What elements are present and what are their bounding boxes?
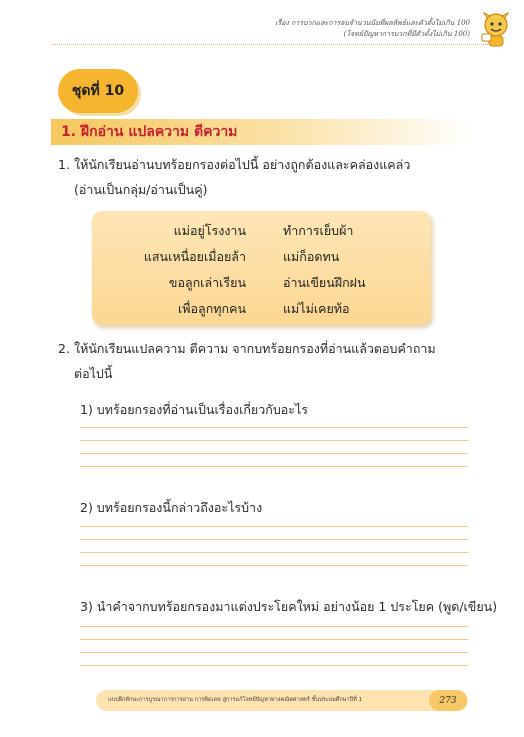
footer-text: แบบฝึกทักษะการบูรณาการการอ่าน การคิดเลข สู่การแก้โจทย์ปัญหาทางคณิตศาสตร์ ชั้นประถมศึกษาปีที่ 1	[108, 697, 363, 703]
poem-line: แม่ก็อดทน	[283, 249, 340, 264]
answer-lines-1[interactable]	[80, 427, 468, 479]
subquestion-2: 2) บทร้อยกรองนี้กล่าวถึงอะไรบ้าง	[80, 500, 263, 515]
answer-line[interactable]	[80, 526, 468, 527]
poem-line: ขอลูกเล่าเรียน	[168, 275, 246, 290]
header-line-1: เรื่อง การบวกและการลบจำนวนนับที่ผลลัพธ์และตัวตั้งไม่เกิน 100	[275, 19, 470, 27]
answer-lines-2[interactable]	[80, 526, 468, 578]
header-divider	[52, 44, 488, 45]
poem-line: อ่านเขียนฝึกฝน	[283, 275, 366, 290]
set-number-badge	[58, 69, 138, 113]
poem-line: ทำการเย็บผ้า	[283, 223, 354, 238]
page-number	[429, 690, 467, 711]
section-header-bar	[51, 119, 473, 145]
page-header	[275, 18, 470, 40]
answer-line[interactable]	[80, 539, 468, 540]
set-number-label: ชุดที่ 10	[71, 83, 125, 99]
question-2-text-cont: ต่อไปนี้	[74, 366, 113, 381]
answer-line[interactable]	[80, 626, 468, 627]
question-1-note: (อ่านเป็นกลุ่ม/อ่านเป็นคู่)	[74, 182, 208, 197]
section-title: 1. ฝึกอ่าน แปลความ ตีความ	[61, 124, 238, 140]
poem-line: แม่ไม่เคยท้อ	[283, 301, 350, 316]
subquestion-1: 1) บทร้อยกรองที่อ่านเป็นเรื่องเกี่ยวกับอะไร	[80, 402, 308, 417]
question-1-number: 1.	[58, 157, 70, 172]
poem-line: เพื่อลูกทุกคน	[178, 301, 246, 316]
answer-line[interactable]	[80, 453, 468, 454]
subquestion-3: 3) นำคำจากบทร้อยกรองมาแต่งประโยคใหม่ อย่างน้อย 1 ประโยค (พูด/เขียน)	[80, 599, 498, 614]
answer-line[interactable]	[80, 427, 468, 428]
poem-line: แสนเหนื่อยเมื่อยล้า	[143, 249, 246, 264]
page-number-label: 273	[439, 695, 457, 706]
answer-line[interactable]	[80, 639, 468, 640]
answer-line[interactable]	[80, 565, 468, 566]
answer-line[interactable]	[80, 440, 468, 441]
answer-line[interactable]	[80, 665, 468, 666]
question-2	[58, 336, 478, 386]
question-2-number: 2.	[58, 341, 70, 356]
question-1-text: ให้นักเรียนอ่านบทร้อยกรองต่อไปนี้ อย่างถูกต้องและคล่องแคล่ว	[74, 157, 411, 172]
question-1	[58, 152, 478, 202]
header-line-2: (โจทย์ปัญหาการบวกที่มีตัวตั้งไม่เกิน 100)	[343, 30, 470, 38]
answer-line[interactable]	[80, 652, 468, 653]
answer-line[interactable]	[80, 466, 468, 467]
answer-line[interactable]	[80, 552, 468, 553]
poem-line: แม่อยู่โรงงาน	[173, 223, 246, 238]
answer-lines-3[interactable]	[80, 626, 468, 678]
question-2-text: ให้นักเรียนแปลความ ตีความ จากบทร้อยกรองที่อ่านแล้วตอบคำถาม	[74, 341, 436, 356]
poem-box	[92, 211, 431, 325]
